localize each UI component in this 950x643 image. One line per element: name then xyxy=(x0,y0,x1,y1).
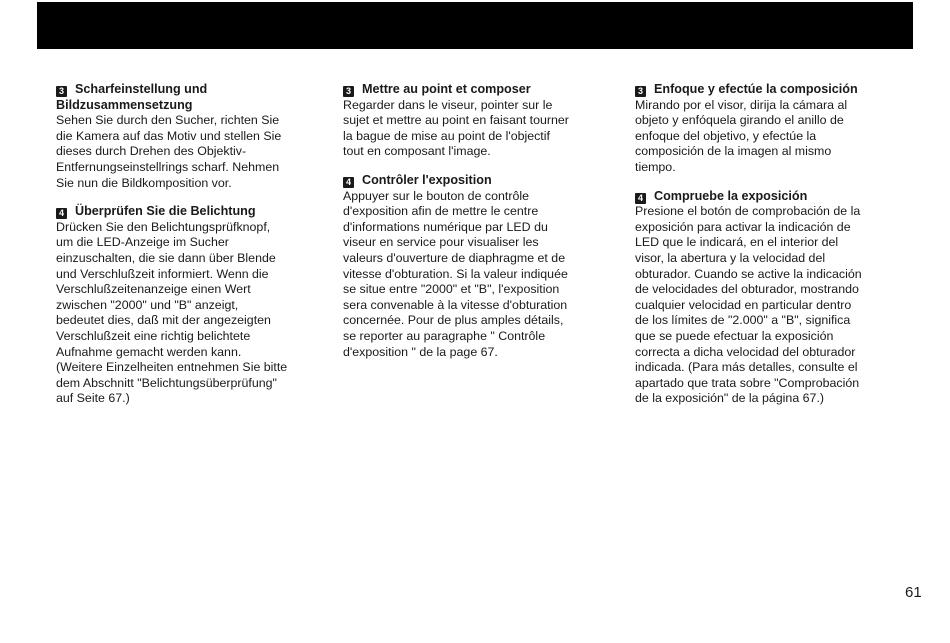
section-heading xyxy=(56,82,314,113)
section-focus-compose xyxy=(56,82,314,191)
section-heading-text: Überprüfen Sie die Belichtung xyxy=(75,204,256,219)
section-check-exposure xyxy=(635,189,897,407)
section-check-exposure xyxy=(343,173,605,360)
section-body: Presione el botón de comprobación de la exposición para activar la indicación de LED que le indicará, en el interior del visor, la abertura y la velocidad del obturador. Cuando se active la indicación de velocidades del obturador, mostrando cualquier velocidad en particular dentro de los límites de "2.000" a "B", significa que se puede efectuar la exposición correcta a dicha velocidad del obturador indicada. (Para más detalles, consulte el apartado que trata sobre "Comprobación de la exposición" de la página 67.) xyxy=(635,204,862,406)
section-focus-compose xyxy=(635,82,897,176)
step-3-icon: 3 xyxy=(56,86,67,97)
section-body: Appuyer sur le bouton de contrôle d'exposition afin de mettre le centre d'informations numérique par LED du viseur en service pour visualiser les valeurs d'ouverture de diaphragme et de vitesse d'obturation. Si la valeur indiquée se situe entre "2000" et "B", l'exposition sera convenable à la vitesse d'obturation concernée. Pour de plus amples détails, se reporter au paragraphe " Contrôle d'exposition " de la page 67. xyxy=(343,188,568,359)
section-check-exposure xyxy=(56,204,314,407)
section-focus-compose xyxy=(343,82,605,160)
step-3-icon: 3 xyxy=(343,86,354,97)
section-heading xyxy=(635,82,897,98)
column-german xyxy=(56,82,314,420)
step-4-icon: 4 xyxy=(635,193,646,204)
page-number: 61 xyxy=(905,584,922,601)
section-heading-text: Enfoque y efectúe la composición xyxy=(654,82,858,96)
step-3-icon: 3 xyxy=(635,86,646,97)
section-body: Mirando por el visor, dirija la cámara al objeto y enfóquela girando el anillo de enfoque del objetivo, y efectúe la composición de la imagen al mismo tiempo. xyxy=(635,97,848,174)
section-heading-text: Mettre au point et composer xyxy=(362,82,531,96)
section-heading-text: Scharfeinstellung und Bildzusammensetzung xyxy=(56,82,208,112)
section-body: Sehen Sie durch den Sucher, richten Sie die Kamera auf das Motiv und stellen Sie dieses durch Drehen des Objektiv- Entfernungseinstellrings scharf. Nehmen Sie nun die Bildkomposition vor. xyxy=(56,113,282,190)
section-heading xyxy=(56,204,314,220)
header-bar xyxy=(37,2,913,49)
step-4-icon: 4 xyxy=(343,177,354,188)
column-spanish xyxy=(635,82,897,420)
section-heading xyxy=(343,173,605,189)
section-body: Drücken Sie den Belichtungsprüfknopf, um die LED-Anzeige im Sucher einzuschalten, die sie dann über Blende und Verschlußzeit informiert. Wenn die Verschlußzeitenanzeige einen Wert zwischen "2000" und "B" anzeigt, bedeutet dies, daß mit der angezeigten Verschlußzeit eine richtig belichtete Aufnahme gemacht werden kann. (Weitere Einzelheiten entnehmen Sie bitte dem Abschnitt "Belichtungsüberprüfung" auf Seite 67.) xyxy=(56,219,288,406)
section-heading xyxy=(343,82,605,98)
section-body: Regarder dans le viseur, pointer sur le sujet et mettre au point en faisant tourner la bague de mise au point de l'objectif tout en composant l'image. xyxy=(343,97,569,159)
column-french xyxy=(343,82,605,373)
section-heading xyxy=(635,189,897,205)
step-4-icon: 4 xyxy=(56,208,67,219)
section-heading-text: Contrôler l'exposition xyxy=(362,172,492,187)
section-heading-text: Compruebe la exposición xyxy=(654,188,808,203)
